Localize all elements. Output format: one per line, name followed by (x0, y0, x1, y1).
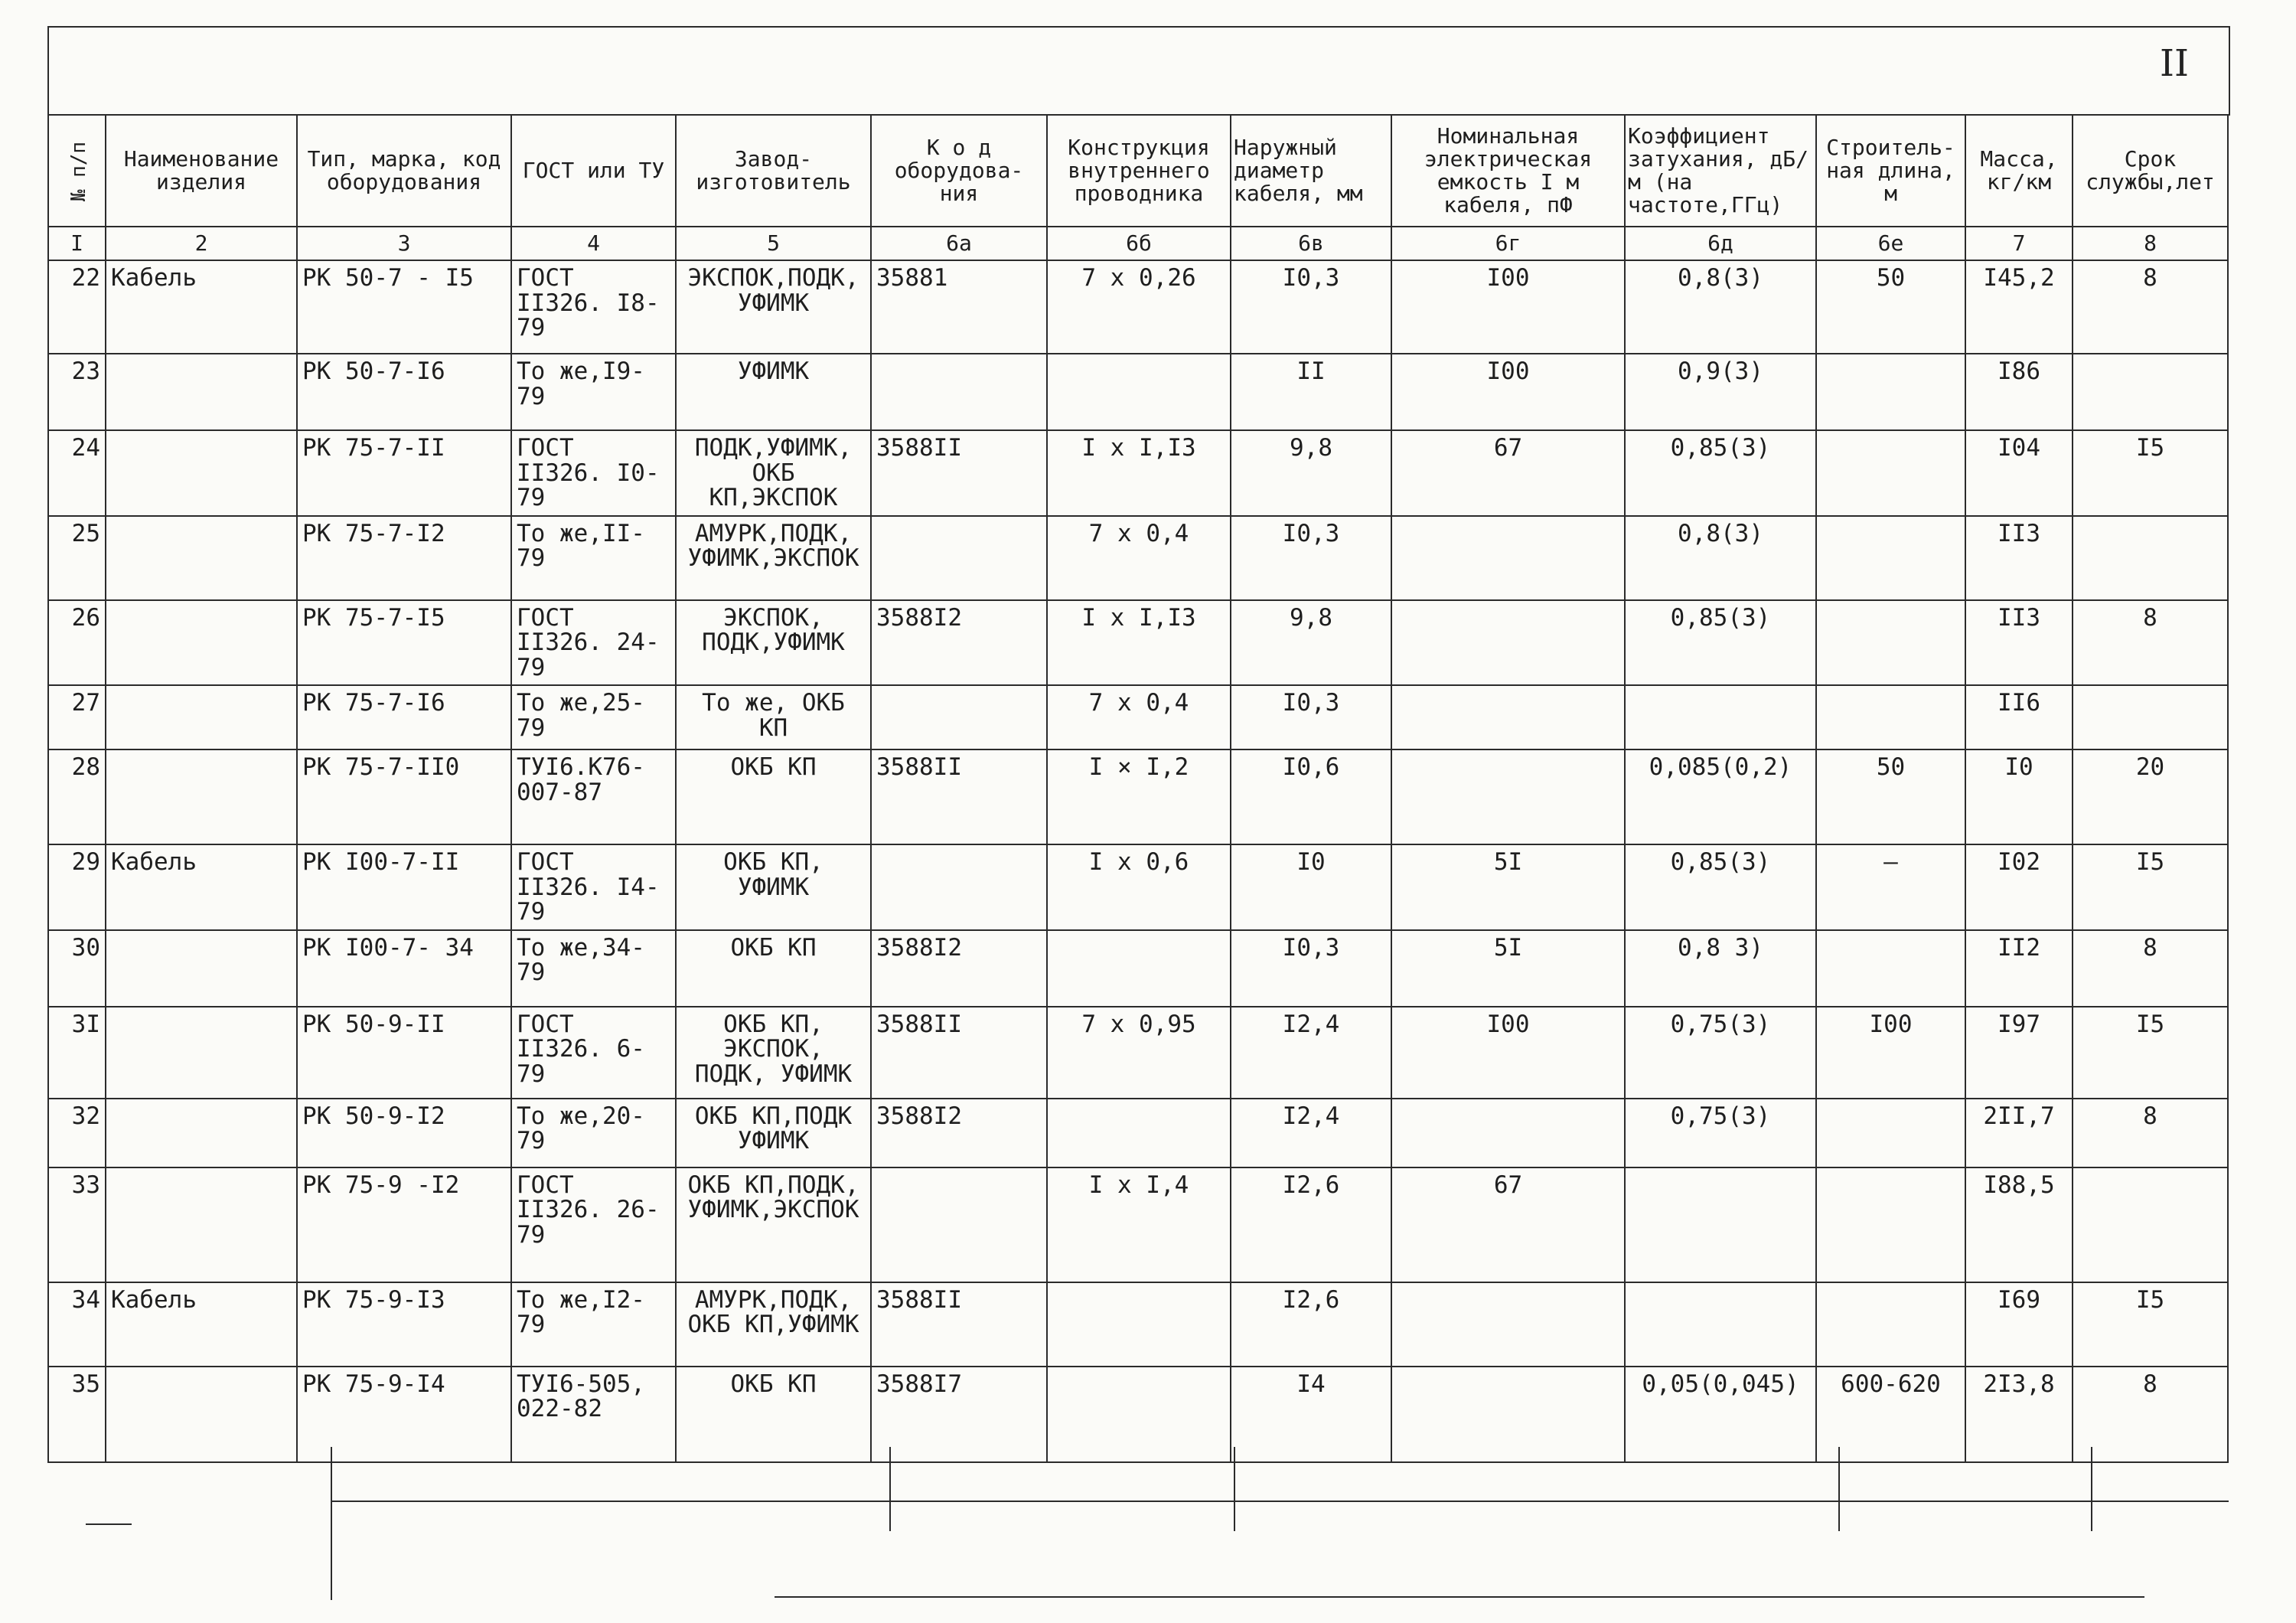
cell-life: 8 (2073, 930, 2228, 1007)
header-col-length: Строитель- ная длина, м (1816, 115, 1965, 227)
cell-diam: 9,8 (1231, 430, 1391, 516)
column-number-10: 6д (1625, 227, 1816, 260)
cell-name (106, 749, 297, 844)
table-row (48, 749, 2228, 844)
cell-mass: 2II,7 (1965, 1099, 2073, 1167)
header-col-conductor: Конструкция внутреннего проводника (1047, 115, 1231, 227)
cell-code: 35881 (871, 260, 1047, 354)
cell-att: 0,8(3) (1625, 260, 1816, 354)
table-row (48, 1007, 2228, 1099)
cell-code: 3588II (871, 1282, 1047, 1367)
cell-att: 0,9(3) (1625, 354, 1816, 430)
cell-cap (1391, 600, 1625, 686)
cell-len (1816, 685, 1965, 749)
cell-life: I5 (2073, 1282, 2228, 1367)
cell-mass: I97 (1965, 1007, 2073, 1099)
cell-code (871, 685, 1047, 749)
cell-mass: II3 (1965, 516, 2073, 600)
cell-gost: То же,25-79 (511, 685, 676, 749)
cell-cond: 7 x 0,4 (1047, 685, 1231, 749)
cell-len (1816, 516, 1965, 600)
cell-cap: 67 (1391, 1167, 1625, 1282)
column-number-2: 2 (106, 227, 297, 260)
cell-name (106, 1007, 297, 1099)
table-row (48, 1282, 2228, 1367)
cell-plant: АМУРК,ПОДК, УФИМК,ЭКСПОК (676, 516, 871, 600)
cell-life: 20 (2073, 749, 2228, 844)
cell-type: РК 50-9-II (297, 1007, 511, 1099)
cell-n: 24 (48, 430, 106, 516)
cell-att: 0,8(3) (1625, 516, 1816, 600)
cell-n: 26 (48, 600, 106, 686)
cell-name: Кабель (106, 844, 297, 930)
cell-att: 0,75(3) (1625, 1007, 1816, 1099)
cell-mass: I86 (1965, 354, 2073, 430)
cell-cond: I x I,I3 (1047, 430, 1231, 516)
cell-life (2073, 516, 2228, 600)
table-row (48, 1099, 2228, 1167)
cell-cond: I × I,2 (1047, 749, 1231, 844)
cell-gost: ГОСТ II326. 24-79 (511, 600, 676, 686)
cell-diam: I0,3 (1231, 516, 1391, 600)
cell-att: 0,8 3) (1625, 930, 1816, 1007)
column-number-13: 8 (2073, 227, 2228, 260)
column-number-row (48, 227, 2228, 260)
cell-life: 8 (2073, 1367, 2228, 1462)
table-row (48, 844, 2228, 930)
cell-len (1816, 1099, 1965, 1167)
cell-cap: I00 (1391, 1007, 1625, 1099)
cell-life: I5 (2073, 1007, 2228, 1099)
cell-len (1816, 930, 1965, 1007)
cell-cap (1391, 749, 1625, 844)
cell-life: 8 (2073, 1099, 2228, 1167)
cell-len (1816, 354, 1965, 430)
cell-name (106, 516, 297, 600)
cell-len (1816, 1282, 1965, 1367)
table-row (48, 1167, 2228, 1282)
cell-n: 27 (48, 685, 106, 749)
header-col-num: № п/п (48, 115, 106, 227)
cell-code: 3588I7 (871, 1367, 1047, 1462)
cell-mass: I69 (1965, 1282, 2073, 1367)
cell-gost: То же,34-79 (511, 930, 676, 1007)
cell-diam: I0 (1231, 844, 1391, 930)
cell-diam: I0,3 (1231, 685, 1391, 749)
cell-name (106, 430, 297, 516)
cell-gost: То же,II-79 (511, 516, 676, 600)
cell-att: 0,85(3) (1625, 600, 1816, 686)
column-number-12: 7 (1965, 227, 2073, 260)
cell-cond: I x 0,6 (1047, 844, 1231, 930)
cell-gost: ТУI6.К76- 007-87 (511, 749, 676, 844)
cell-life (2073, 354, 2228, 430)
table-row (48, 516, 2228, 600)
cell-type: РК I00-7- 34 (297, 930, 511, 1007)
column-number-3: 3 (297, 227, 511, 260)
cell-att (1625, 1167, 1816, 1282)
header-col-code: К о д оборудова- ния (871, 115, 1047, 227)
cell-type: РК 75-7-II0 (297, 749, 511, 844)
cell-plant: ОКБ КП (676, 1367, 871, 1462)
equipment-table (47, 114, 2229, 1463)
cell-diam: I2,6 (1231, 1282, 1391, 1367)
cell-n: 32 (48, 1099, 106, 1167)
cell-cap (1391, 1282, 1625, 1367)
header-col-attenuation: Коэффициент затухания, дБ/м (на частоте,ГГц) (1625, 115, 1816, 227)
cell-type: РК 75-9-I4 (297, 1367, 511, 1462)
cell-gost: То же,I2-79 (511, 1282, 676, 1367)
cell-len (1816, 1167, 1965, 1282)
cell-gost: ГОСТ II326. I4-79 (511, 844, 676, 930)
cell-cond: I x I,I3 (1047, 600, 1231, 686)
cell-att: 0,085(0,2) (1625, 749, 1816, 844)
cell-mass: I04 (1965, 430, 2073, 516)
cell-diam: I2,4 (1231, 1099, 1391, 1167)
top-frame (47, 26, 2230, 116)
cell-n: 35 (48, 1367, 106, 1462)
cell-cap (1391, 516, 1625, 600)
cell-gost: ГОСТ II326. I0-79 (511, 430, 676, 516)
header-col-plant: Завод-изготовитель (676, 115, 871, 227)
cell-n: 30 (48, 930, 106, 1007)
cell-cond: 7 x 0,95 (1047, 1007, 1231, 1099)
cell-name (106, 1099, 297, 1167)
cell-n: 28 (48, 749, 106, 844)
cell-diam: I0,3 (1231, 260, 1391, 354)
header-col-mass: Масса, кг/км (1965, 115, 2073, 227)
cell-name: Кабель (106, 260, 297, 354)
cell-n: 25 (48, 516, 106, 600)
cell-n: 34 (48, 1282, 106, 1367)
cell-cap: 5I (1391, 930, 1625, 1007)
table-row (48, 430, 2228, 516)
cell-n: 29 (48, 844, 106, 930)
table-row (48, 260, 2228, 354)
cell-plant: ОКБ КП (676, 749, 871, 844)
cell-mass: I45,2 (1965, 260, 2073, 354)
cell-type: РК 75-7-II (297, 430, 511, 516)
column-number-7: 6б (1047, 227, 1231, 260)
cell-plant: ЭКСПОК, ПОДК,УФИМК (676, 600, 871, 686)
cell-life: I5 (2073, 430, 2228, 516)
cell-att: 0,85(3) (1625, 844, 1816, 930)
header-col-type: Тип, марка, код оборудования (297, 115, 511, 227)
cell-mass: II2 (1965, 930, 2073, 1007)
cell-diam: I2,6 (1231, 1167, 1391, 1282)
cell-diam: I4 (1231, 1367, 1391, 1462)
cell-len (1816, 600, 1965, 686)
cell-gost: ГОСТ II326. 6-79 (511, 1007, 676, 1099)
column-number-6: 6а (871, 227, 1047, 260)
column-number-5: 5 (676, 227, 871, 260)
cell-n: 23 (48, 354, 106, 430)
cell-len: I00 (1816, 1007, 1965, 1099)
cell-att (1625, 1282, 1816, 1367)
cell-cond (1047, 1099, 1231, 1167)
cell-cap: I00 (1391, 260, 1625, 354)
cell-plant: ОКБ КП,ПОДК, УФИМК,ЭКСПОК (676, 1167, 871, 1282)
cell-plant: ПОДК,УФИМК, ОКБ КП,ЭКСПОК (676, 430, 871, 516)
cell-plant: УФИМК (676, 354, 871, 430)
cell-type: РК 75-7-I2 (297, 516, 511, 600)
cell-code (871, 844, 1047, 930)
cell-type: РК 50-9-I2 (297, 1099, 511, 1167)
page-number: II (2160, 42, 2189, 85)
cell-life (2073, 1167, 2228, 1282)
cell-code: 3588II (871, 749, 1047, 844)
cell-type: РК 75-7-I6 (297, 685, 511, 749)
cell-n: 33 (48, 1167, 106, 1282)
cell-cond: 7 x 0,26 (1047, 260, 1231, 354)
cell-len: 50 (1816, 749, 1965, 844)
cell-life (2073, 685, 2228, 749)
table-row (48, 930, 2228, 1007)
cell-name: Кабель (106, 1282, 297, 1367)
cell-plant: ОКБ КП, УФИМК (676, 844, 871, 930)
cell-cond (1047, 354, 1231, 430)
cell-life: 8 (2073, 260, 2228, 354)
cell-att: 0,85(3) (1625, 430, 1816, 516)
cell-att (1625, 685, 1816, 749)
cell-type: РК 75-7-I5 (297, 600, 511, 686)
cell-len: 600-620 (1816, 1367, 1965, 1462)
cell-plant: ЭКСПОК,ПОДК, УФИМК (676, 260, 871, 354)
cell-len: 50 (1816, 260, 1965, 354)
empty-table-tail (86, 1447, 2229, 1600)
column-number-11: 6е (1816, 227, 1965, 260)
table-row (48, 685, 2228, 749)
cell-code: 3588I2 (871, 930, 1047, 1007)
cell-cap (1391, 685, 1625, 749)
cell-name (106, 930, 297, 1007)
cell-cap (1391, 1099, 1625, 1167)
cell-type: РК 50-7-I6 (297, 354, 511, 430)
cell-name (106, 1167, 297, 1282)
cell-life: 8 (2073, 600, 2228, 686)
cell-code (871, 516, 1047, 600)
header-col-life: Срок службы,лет (2073, 115, 2228, 227)
cell-name (106, 354, 297, 430)
cell-cond: 7 x 0,4 (1047, 516, 1231, 600)
column-number-9: 6г (1391, 227, 1625, 260)
cell-cond: I x I,4 (1047, 1167, 1231, 1282)
cell-type: РК 75-9 -I2 (297, 1167, 511, 1282)
cell-cap: 5I (1391, 844, 1625, 930)
cell-mass: I88,5 (1965, 1167, 2073, 1282)
cell-mass: I02 (1965, 844, 2073, 930)
cell-diam: I0,6 (1231, 749, 1391, 844)
cell-cap: I00 (1391, 354, 1625, 430)
cell-type: РК 50-7 - I5 (297, 260, 511, 354)
cell-plant: АМУРК,ПОДК, ОКБ КП,УФИМК (676, 1282, 871, 1367)
cell-type: РК 75-9-I3 (297, 1282, 511, 1367)
table-row (48, 600, 2228, 686)
cell-gost: То же,I9-79 (511, 354, 676, 430)
cell-plant: То же, ОКБ КП (676, 685, 871, 749)
column-number-8: 6в (1231, 227, 1391, 260)
header-col-diameter: Наружный диаметр кабеля, мм (1231, 115, 1391, 227)
column-number-4: 4 (511, 227, 676, 260)
cell-plant: ОКБ КП, ЭКСПОК, ПОДК, УФИМК (676, 1007, 871, 1099)
cell-type: РК I00-7-II (297, 844, 511, 930)
column-number-1: I (48, 227, 106, 260)
cell-mass: I0 (1965, 749, 2073, 844)
cell-gost: То же,20-79 (511, 1099, 676, 1167)
cell-gost: ТУI6-505, 022-82 (511, 1367, 676, 1462)
cell-code (871, 354, 1047, 430)
cell-mass: II6 (1965, 685, 2073, 749)
cell-diam: I0,3 (1231, 930, 1391, 1007)
table-row (48, 354, 2228, 430)
cell-code: 3588I2 (871, 600, 1047, 686)
cell-n: 3I (48, 1007, 106, 1099)
cell-mass: II3 (1965, 600, 2073, 686)
cell-gost: ГОСТ II326. 26-79 (511, 1167, 676, 1282)
cell-code (871, 1167, 1047, 1282)
cell-plant: ОКБ КП (676, 930, 871, 1007)
cell-name (106, 600, 297, 686)
cell-diam: II (1231, 354, 1391, 430)
cell-att: 0,05(0,045) (1625, 1367, 1816, 1462)
cell-diam: 9,8 (1231, 600, 1391, 686)
cell-code: 3588II (871, 430, 1047, 516)
header-row (48, 115, 2228, 227)
cell-len: – (1816, 844, 1965, 930)
cell-gost: ГОСТ II326. I8-79 (511, 260, 676, 354)
cell-cond (1047, 1282, 1231, 1367)
cell-plant: ОКБ КП,ПОДК УФИМК (676, 1099, 871, 1167)
cell-cond (1047, 930, 1231, 1007)
cell-name (106, 685, 297, 749)
cell-life: I5 (2073, 844, 2228, 930)
cell-mass: 2I3,8 (1965, 1367, 2073, 1462)
cell-n: 22 (48, 260, 106, 354)
header-col-capacitance: Номинальная электрическая емкость I м кабеля, пФ (1391, 115, 1625, 227)
cell-diam: I2,4 (1231, 1007, 1391, 1099)
cell-code: 3588I2 (871, 1099, 1047, 1167)
cell-cap: 67 (1391, 430, 1625, 516)
cell-len (1816, 430, 1965, 516)
header-col-gost: ГОСТ или ТУ (511, 115, 676, 227)
cell-att: 0,75(3) (1625, 1099, 1816, 1167)
cell-code: 3588II (871, 1007, 1047, 1099)
header-col-name: Наименование изделия (106, 115, 297, 227)
